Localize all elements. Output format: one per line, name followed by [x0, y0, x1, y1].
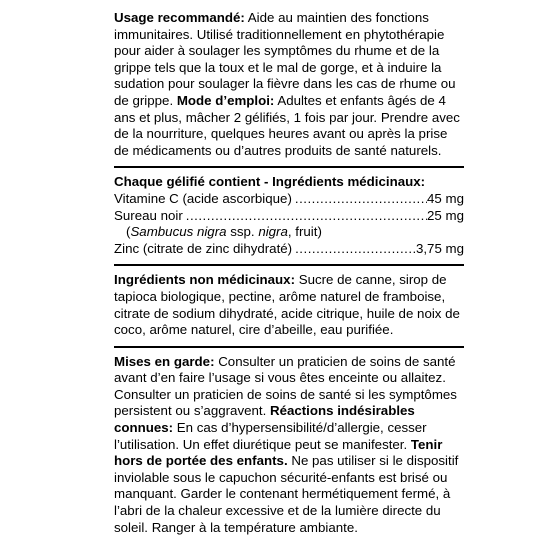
- warnings-label: Mises en garde:: [114, 353, 215, 369]
- ingredient-row-zinc: [114, 241, 464, 258]
- adverse-reactions-label: Réactions indésirables connues:: [114, 403, 415, 436]
- source-ssp: ssp.: [226, 224, 259, 240]
- source-open: (: [126, 224, 131, 240]
- ingredient-source-note: [114, 224, 464, 241]
- keep-away-label: Tenir hors de portée des enfants.: [114, 436, 443, 469]
- ingredient-row-elderberry: [114, 208, 464, 225]
- ingredient-name: Sureau noir: [114, 207, 183, 223]
- usage-paragraph: [114, 10, 464, 159]
- warnings-paragraph: [114, 354, 464, 537]
- source-latin-name: Sambucus nigra: [130, 224, 227, 240]
- label-text-panel: [114, 10, 464, 536]
- medicinal-heading: Chaque gélifié contient - Ingrédients médicinaux:: [114, 174, 426, 190]
- source-close: , fruit): [287, 224, 322, 240]
- dot-leader: [183, 208, 427, 225]
- dot-leader: [292, 191, 427, 208]
- non-medicinal-paragraph: [114, 272, 464, 338]
- ingredient-amount: 25 mg: [427, 207, 464, 223]
- warnings-text: Consulter un praticien de soins de santé avant d’en faire l’usage si vous êtes enceinte ou allaitez. Consulter un praticien de soins de santé si les symptômes persistent ou s’aggravent.: [114, 353, 457, 419]
- directions-text: Adultes et enfants âgés de 4 ans et plus, mâcher 2 gélifiés, 1 fois par jour. Prendre avec de la nourriture, quelques heures avant ou après la prise de médicaments ou d’autres produits de santé naturels.: [114, 92, 460, 158]
- usage-label: Usage recommandé:: [114, 10, 245, 25]
- ingredient-row-vitamin-c: [114, 191, 464, 208]
- storage-text: Ne pas utiliser si le dispositif inviolable sous le capuchon sécurité-enfants est brisé ou manquant. Garder le contenant hermétiquement fermé, à l’abri de la chaleur excessive et de la lumière directe du soleil. Ranger à la température ambiante.: [114, 453, 459, 535]
- directions-label: Mode d’emploi:: [176, 92, 275, 108]
- medicinal-ingredients-section: [114, 174, 464, 257]
- ingredient-name: Zinc (citrate de zinc dihydraté): [114, 240, 293, 256]
- section-divider: [114, 166, 464, 168]
- source-variety: nigra: [258, 224, 288, 240]
- dot-leader: [292, 241, 416, 258]
- ingredient-name: Vitamine C (acide ascorbique): [114, 190, 292, 206]
- ingredient-amount: 45 mg: [427, 190, 464, 206]
- section-divider: [114, 264, 464, 266]
- non-medicinal-text: Sucre de canne, sirop de tapioca biologique, pectine, arôme naturel de framboise, citrate de sodium dihydraté, acide citrique, huile de noix de coco, arôme naturel, cire d’abeille, eau purifiée.: [114, 272, 460, 338]
- non-medicinal-label: Ingrédients non médicinaux:: [114, 272, 296, 288]
- adverse-reactions-text: En cas d’hypersensibilité/d’allergie, cesser l’utilisation. Un effet diurétique peut se manifester.: [114, 420, 427, 452]
- usage-text: Aide au maintien des fonctions immunitaires. Utilisé traditionnellement en phytothérapie pour aider à soulager les symptômes du rhume et de la grippe tels que la toux et le mal de gorge, et à induire la sudation pour soulager la fièvre dans les cas de rhume ou de grippe.: [114, 10, 456, 108]
- ingredient-amount: 3,75 mg: [415, 240, 464, 256]
- section-divider: [114, 346, 464, 348]
